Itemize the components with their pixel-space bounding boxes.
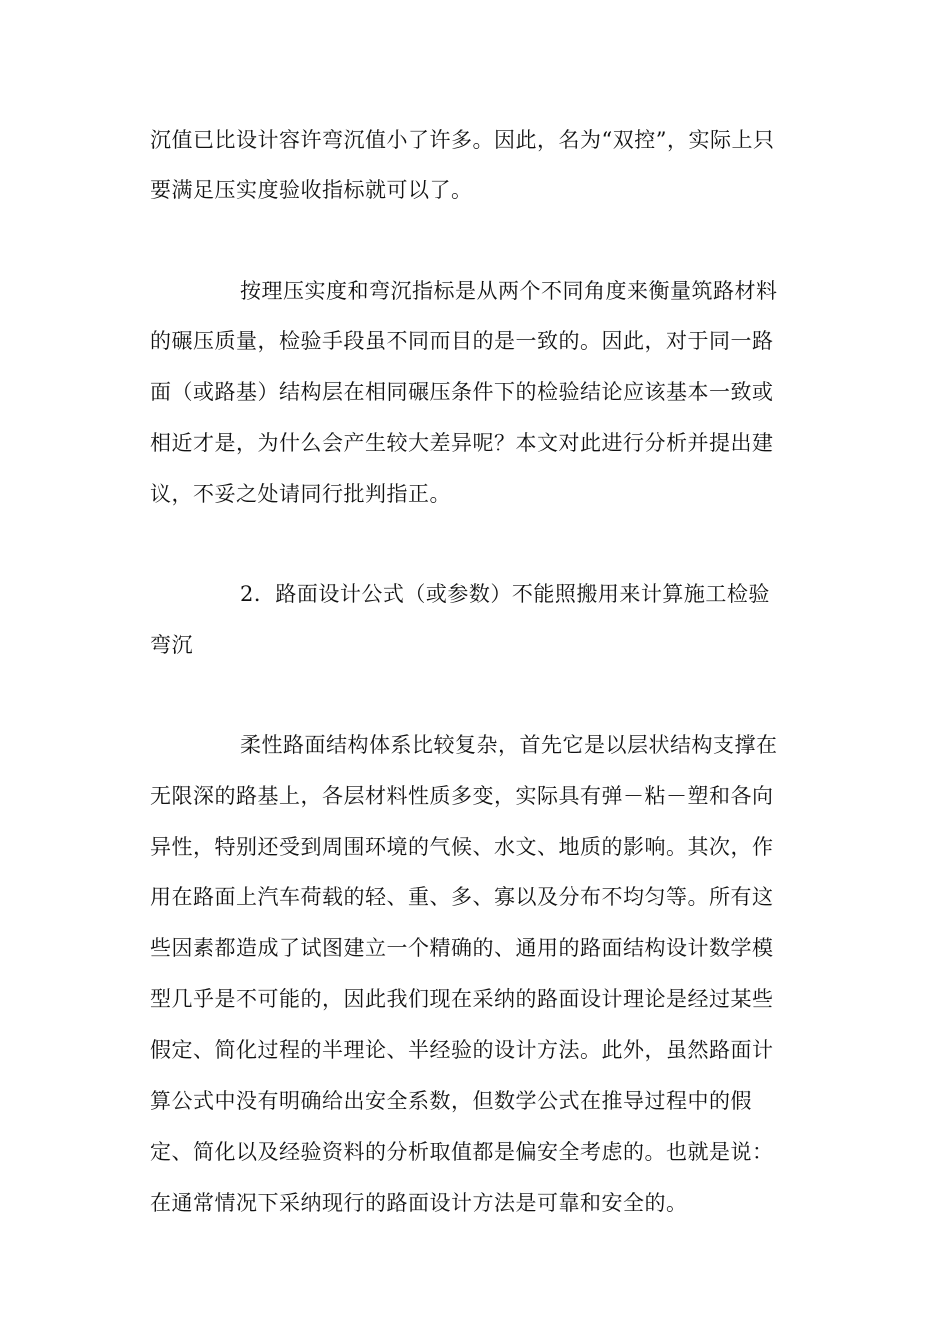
section-heading: 弯沉 [150,633,193,657]
paragraph-line: 型几乎是不可能的，因此我们现在采纳的路面设计理论是经过某些 [150,987,774,1011]
paragraph-line: 假定、简化过程的半理论、半经验的设计方法。此外，虽然路面计 [150,1038,774,1062]
paragraph-line: 在通常情况下采纳现行的路面设计方法是可靠和安全的。 [150,1191,688,1215]
paragraph-line: 相近才是，为什么会产生较大差异呢？本文对此进行分析并提出建 [150,431,774,455]
paragraph-line: 用在路面上汽车荷载的轻、重、多、寡以及分布不均匀等。所有这 [150,885,774,909]
paragraph-line: 面（或路基）结构层在相同碾压条件下的检验结论应该基本一致或 [150,380,774,404]
paragraph-line: 柔性路面结构体系比较复杂，首先它是以层状结构支撑在 [240,733,778,757]
paragraph-line: 些因素都造成了试图建立一个精确的、通用的路面结构设计数学模 [150,936,774,960]
paragraph-line: 的碾压质量，检验手段虽不同而目的是一致的。因此，对于同一路 [150,329,774,353]
paragraph-line: 沉值已比设计容许弯沉值小了许多。因此，名为“双控”，实际上只 [150,128,775,152]
paragraph-line: 要满足压实度验收指标就可以了。 [150,178,473,202]
paragraph-line: 异性，特别还受到周围环境的气候、水文、地质的影响。其次，作 [150,835,774,859]
paragraph-line: 算公式中没有明确给出安全系数，但数学公式在推导过程中的假 [150,1089,752,1113]
paragraph-line: 无限深的路基上，各层材料性质多变，实际具有弹－粘－塑和各向 [150,784,774,808]
paragraph-line: 定、简化以及经验资料的分析取值都是偏安全考虑的。也就是说： [150,1140,774,1164]
paragraph-line: 按理压实度和弯沉指标是从两个不同角度来衡量筑路材料 [240,279,778,303]
section-heading: 2．路面设计公式（或参数）不能照搬用来计算施工检验 [240,582,770,606]
paragraph-line: 议，不妥之处请同行批判指正。 [150,482,451,506]
